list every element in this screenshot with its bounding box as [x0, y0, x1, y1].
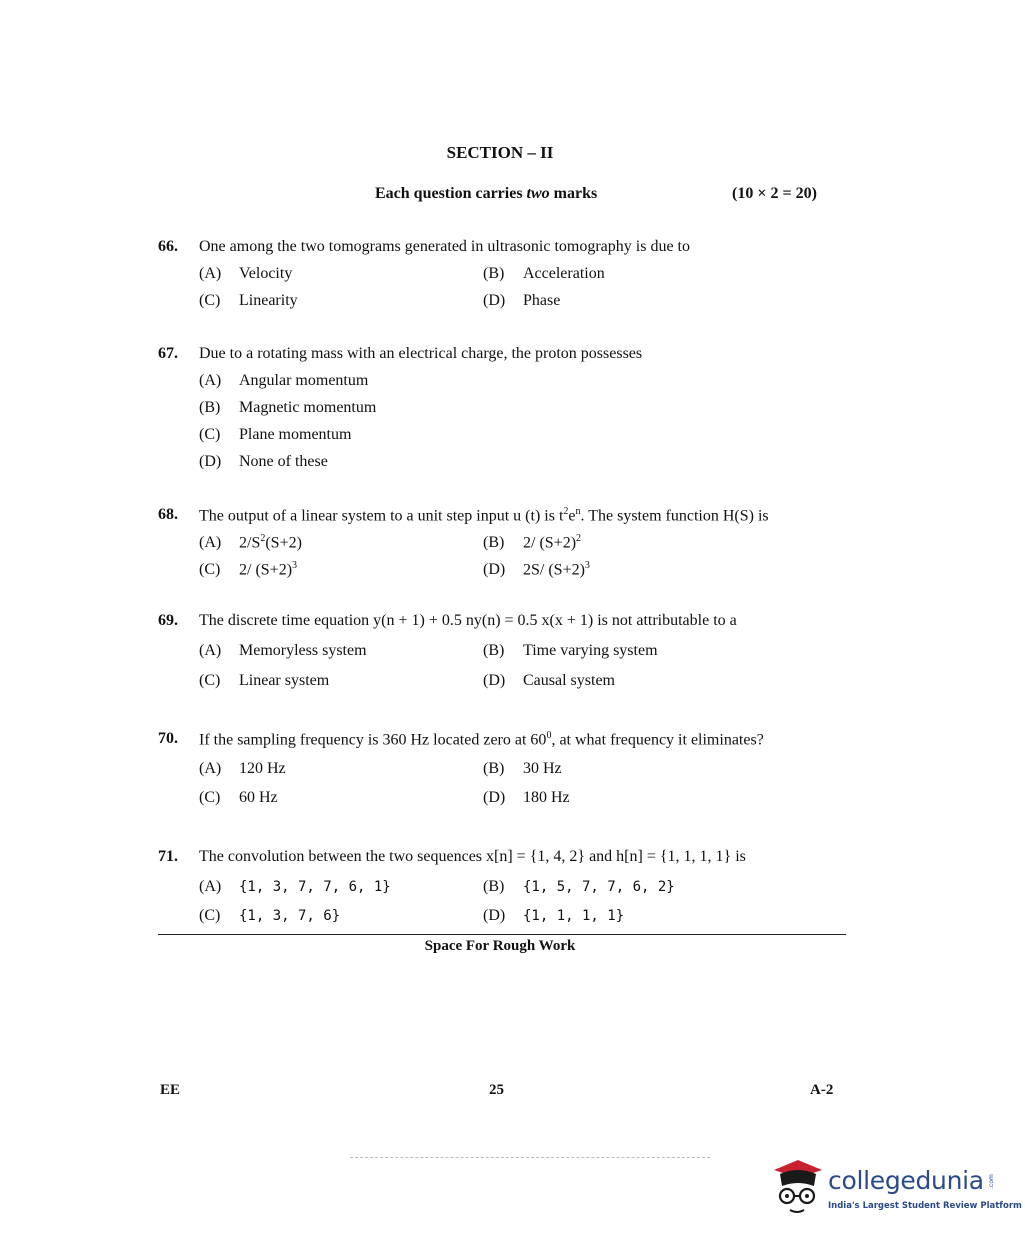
scan-artifact-divider	[350, 1157, 710, 1158]
option-a: (A) Memoryless system	[199, 642, 367, 659]
option-d: (D) Causal system	[483, 672, 615, 689]
footer-page-number: 25	[489, 1082, 504, 1098]
option-a: (A) $2/S^2(S+2)$	[199, 533, 302, 552]
option-c: (C) Linearity	[199, 292, 298, 309]
question-number: 67.	[158, 345, 178, 362]
section-subtitle: Each question carries two marks	[375, 185, 598, 202]
logo-wordmark: collegedunia	[828, 1166, 984, 1195]
option-b: (B) 2/ $(S+2)^2$	[483, 533, 582, 552]
option-d: (D) 180 Hz	[483, 789, 570, 806]
logo-domain-suffix: .com	[987, 1174, 995, 1189]
question-text: The convolution between the two sequences x[n] = {1, 4, 2} and h[n] = {1, 1, 1, 1} is	[199, 848, 746, 865]
rough-work-label: Space For Rough Work	[424, 938, 576, 954]
option-d: (D) None of these	[199, 453, 328, 470]
footer-subject-code: EE	[160, 1082, 181, 1098]
question-number: 69.	[158, 612, 178, 629]
option-b: (B) Acceleration	[483, 265, 605, 282]
collegedunia-mascot-icon	[768, 1152, 828, 1218]
question-number: 71.	[158, 848, 178, 865]
option-a: (A) Angular momentum	[199, 372, 369, 389]
rough-work-divider	[158, 934, 846, 935]
question-number: 68.	[158, 506, 178, 523]
option-c: (C) Plane momentum	[199, 426, 352, 443]
question-text: If the sampling frequency is 360 Hz located zero at $60^0$, at what frequency it eliminates?	[199, 730, 764, 749]
option-c: (C) Linear system	[199, 672, 330, 689]
question-text: One among the two tomograms generated in ultrasonic tomography is due to	[199, 238, 690, 255]
option-d: (D) Phase	[483, 292, 561, 309]
option-c: (C) {1, 3, 7, 6}	[199, 907, 341, 924]
logo-tagline: India's Largest Student Review Platform	[828, 1201, 1022, 1211]
option-b: (B) {1, 5, 7, 7, 6, 2}	[483, 878, 675, 895]
section-title: SECTION – II	[446, 143, 554, 162]
section-marks: (10 × 2 = 20)	[732, 185, 817, 202]
option-a: (A) 120 Hz	[199, 760, 286, 777]
question-number: 66.	[158, 238, 178, 255]
option-a: (A) Velocity	[199, 265, 293, 282]
option-d: (D) 2S/ $(S+2)^3$	[483, 560, 590, 579]
option-b: (B) 30 Hz	[483, 760, 562, 777]
option-c: (C) 60 Hz	[199, 789, 278, 806]
footer-paper-code: A-2	[810, 1082, 834, 1098]
question-number: 70.	[158, 730, 178, 747]
option-b: (B) Time varying system	[483, 642, 658, 659]
option-a: (A) {1, 3, 7, 7, 6, 1}	[199, 878, 391, 895]
question-text: The discrete time equation y(n + 1) + 0.5 ny(n) = 0.5 x(x + 1) is not attributable to a	[199, 612, 737, 629]
option-b: (B) Magnetic momentum	[199, 399, 377, 416]
question-text: Due to a rotating mass with an electrical charge, the proton possesses	[199, 345, 643, 362]
option-d: (D) {1, 1, 1, 1}	[483, 907, 625, 924]
question-text: The output of a linear system to a unit step input u (t) is $t^2e^n$. The system function H(S) is	[199, 506, 769, 525]
option-c: (C) 2/ $(S+2)^3$	[199, 560, 298, 579]
